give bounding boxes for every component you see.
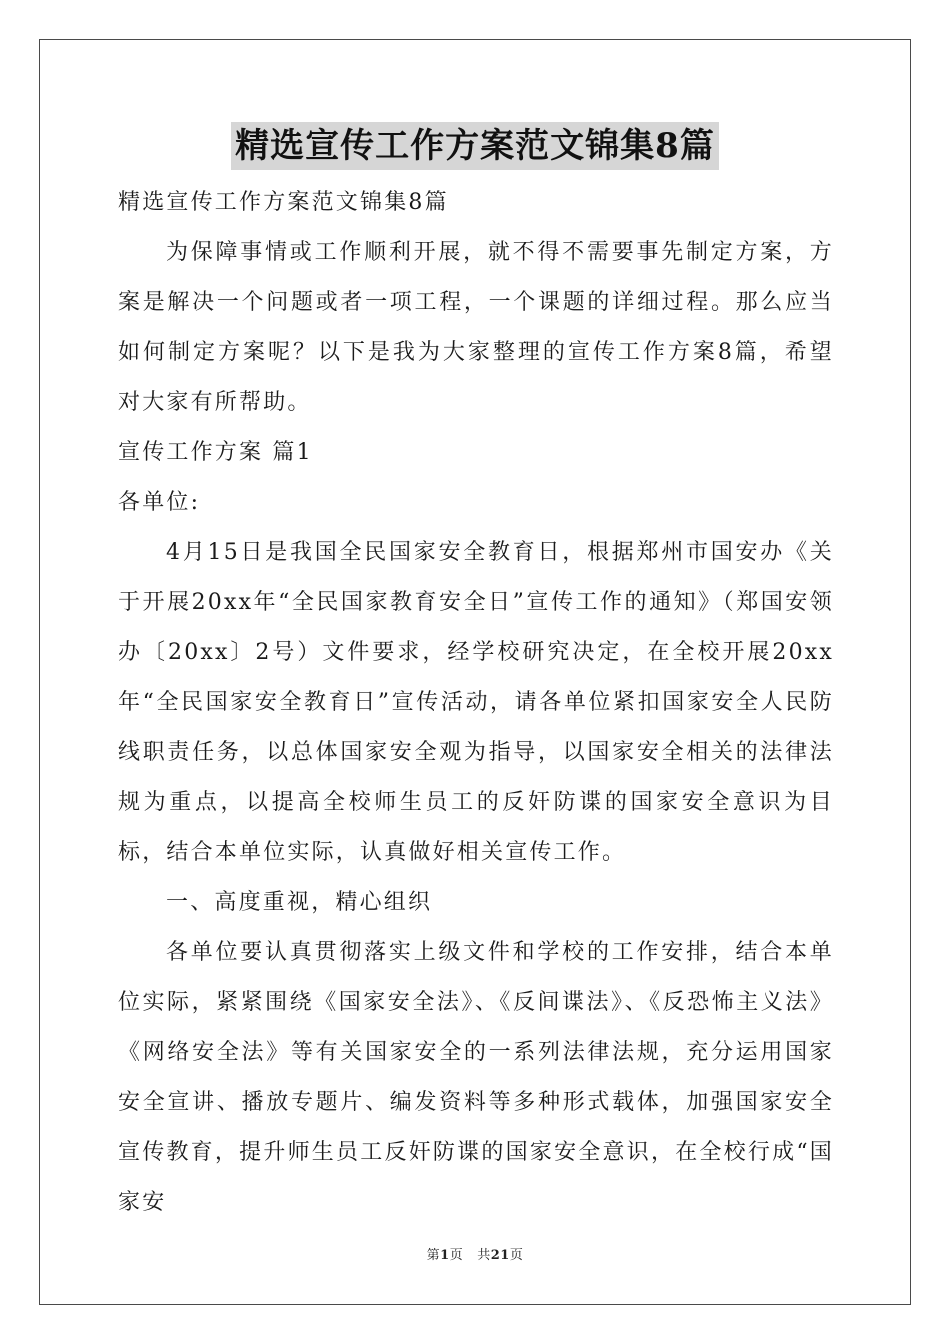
body-paragraph: 4月15日是我国全民国家安全教育日，根据郑州市国安办《关于开展20xx年“全民国家教育安全日”宣传工作的通知》（郑国安领办〔20xx〕2号）文件要求，经学校研究决定，在全校开展20xx年“全民国家安全教育日”宣传活动，请各单位紧扣国家安全人民防线职责任务，以总体国家安全观为指导，以国家安全相关的法律法规为重点，以提高全校师生员工的反奸防谍的国家安全意识为目标，结合本单位实际，认真做好相关宣传工作。 <box>118 540 834 865</box>
total-prefix: 共 <box>477 1248 491 1263</box>
title-area <box>0 122 950 170</box>
page-suffix: 页 <box>449 1248 464 1263</box>
page-prefix: 第 <box>426 1248 441 1263</box>
document-title: 精选宣传工作方案范文锦集8篇 <box>231 122 719 170</box>
page-number: 1 <box>440 1248 450 1263</box>
document-body <box>118 178 834 1228</box>
intro-paragraph: 为保障事情或工作顺利开展，就不得不需要事先制定方案，方案是解决一个问题或者一项工程，一个课题的详细过程。那么应当如何制定方案呢？以下是我为大家整理的宣传工作方案8篇，希望对大家有所帮助。 <box>118 240 834 415</box>
total-pages: 21 <box>490 1248 510 1263</box>
page-footer <box>0 1244 950 1263</box>
total-suffix: 页 <box>509 1248 524 1263</box>
document-subtitle: 精选宣传工作方案范文锦集8篇 <box>118 190 449 215</box>
salutation: 各单位: <box>118 490 201 515</box>
section-heading: 宣传工作方案 篇1 <box>118 440 313 465</box>
body-paragraph: 各单位要认真贯彻落实上级文件和学校的工作安排，结合本单位实际，紧紧围绕《国家安全法》、《反间谍法》、《反恐怖主义法》《网络安全法》等有关国家安全的一系列法律法规，充分运用国家安全宣讲、播放专题片、编发资料等多种形式载体，加强国家安全宣传教育，提升师生员工反奸防谍的国家安全意识，在全校行成“国家安 <box>118 940 834 1215</box>
subsection-heading: 一、高度重视，精心组织 <box>166 890 433 915</box>
